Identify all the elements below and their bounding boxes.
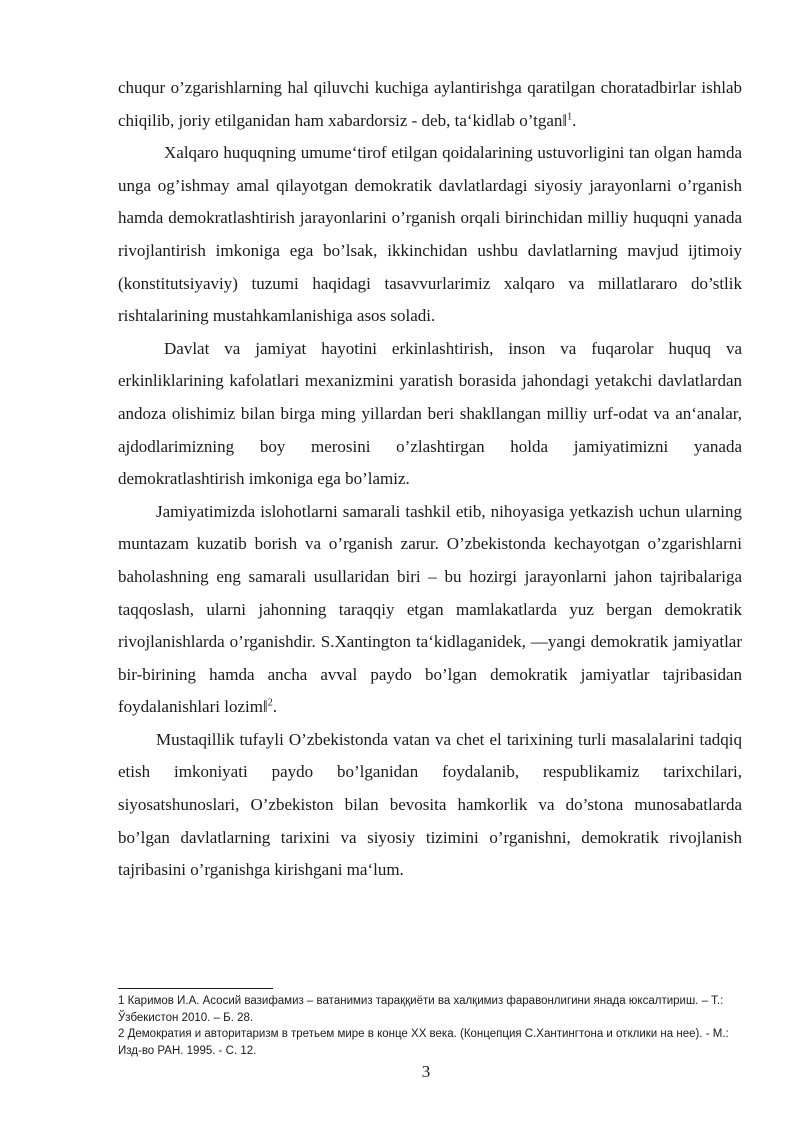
paragraph-continuation bbox=[118, 72, 742, 137]
footnote-ref-1[interactable]: 1 bbox=[567, 110, 573, 122]
paragraph: Mustaqillik tufayli O’zbekistonda vatan va chet el tarixining turli masalalarini tadqiq etish imkoniyati paydo bo’lganidan foydalanib, respublikamiz tarixchilari, siyosatshunoslari, O’zbekiston bilan bevosita hamkorlik va do’stona munosabatlarda bo’lgan davlatlarning tarixini va siyosiy tizimini o’rganishni, demokratik rivojlanish tajribasini o’rganishga kirishgani ma‘lum. bbox=[118, 729, 742, 880]
paragraph-text: chuqur o’zgarishlarning hal qiluvchi kuchiga aylantirishga qaratilgan choratadbirlar ishlab chiqilib, joriy etilganidan ham xabardorsiz - deb, ta‘kidlab o’tgan‖ bbox=[118, 78, 742, 130]
paragraph-tail: . bbox=[572, 110, 577, 130]
footnote-2: 2 Демократия и авторитаризм в третьем мире в конце ХХ века. (Концепция С.Хантингтона и отклики на нее). - М.: Изд-во РАН. 1995. - С. 12. bbox=[118, 1028, 729, 1057]
paragraph: Davlat va jamiyat hayotini erkinlashtirish, inson va fuqarolar huquq va erkinliklarining kafolatlari mexanizmini yaratish borasida jahondagi yetakchi davlatlardan andoza olishimiz bilan birga ming yillardan beri shakllangan milliy urf-odat va an‘analar, ajdodlarimizning boy merosini o’zlashtirgan holda jamiyatimizni yanada demokratlashtirish imkoniga ega bo’lamiz. bbox=[118, 338, 742, 489]
footnote-ref-2[interactable]: 2 bbox=[267, 697, 273, 709]
page-number: 3 bbox=[421, 1062, 431, 1081]
paragraph-text: Jamiyatimizda islohotlarni samarali tashkil etib, nihoyasiga yetkazish uchun ularning muntazam kuzatib borish va o’rganish zarur. O’zbekistonda kechayotgan o’zgarishlarni baholashning eng samarali usullaridan biri – bu hozirgi jarayonlarni jahon tajribalariga taqqoslash, ularni jahonning taraqqiy etgan mamlakatlarda yuz bergan demokratik rivojlanishlarda o’rganishdir. S.Xantington ta‘kidlaganidek, ―yangi demokratik jamiyatlar bir-birining hamda ancha avval paydo bo’lgan demokratik jamiyatlar tajribasidan foydalanishlari lozim‖ bbox=[118, 501, 742, 717]
paragraph-tail: . bbox=[272, 697, 277, 717]
paragraph: Xalqaro huquqning umume‘tirof etilgan qoidalarining ustuvorligini tan olgan hamda unga og’ishmay amal qilayotgan demokratik davlatlardagi siyosiy jarayonlarni o’rganish hamda demokratlashtirish jarayonlarini o’rganish orqali birinchidan milliy huquqni yanada rivojlantirish imkoniga ega bo’lsak, ikkinchidan ushbu davlatlarning mavjud ijtimoiy (konstitutsiyaviy) tuzumi haqidagi tasavvurlarimiz xalqaro va millatlararo do’stlik rishtalarining mustahkamlanishiga asos soladi. bbox=[118, 143, 742, 326]
footnote-1: 1 Каримов И.А. Асосий вазифамиз – ватанимиз тараққиёти ва халқимиз фаравонлигини янада юксалтириш. – Т.: Ўзбекистон 2010. – Б. 28. bbox=[118, 995, 724, 1024]
footnote-separator bbox=[118, 988, 273, 989]
body-text bbox=[118, 72, 742, 887]
footnotes bbox=[118, 993, 742, 1059]
paragraph bbox=[118, 496, 742, 724]
